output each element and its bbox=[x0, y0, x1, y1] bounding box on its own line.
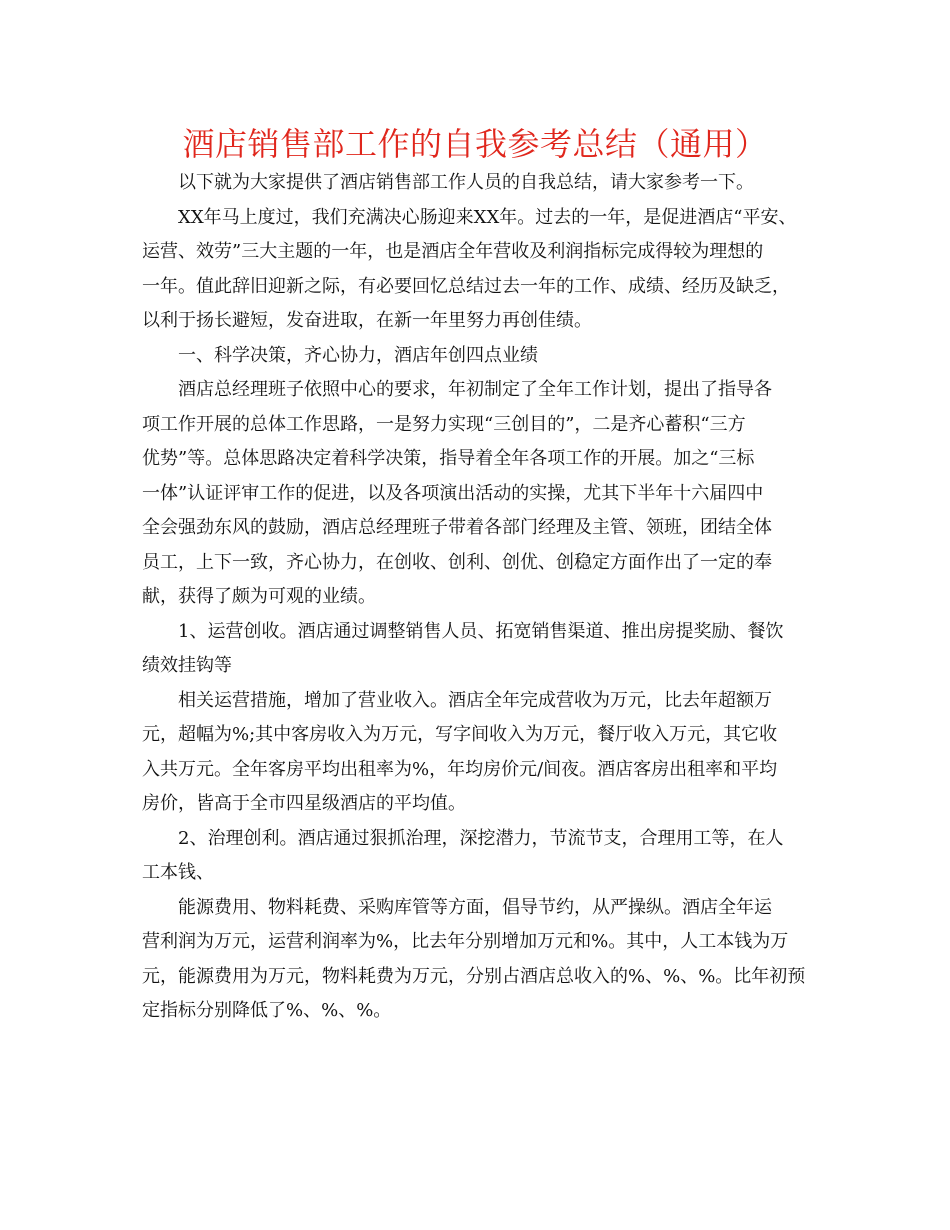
text-line: 以利于扬长避短，发奋进取，在新一年里努力再创佳绩。 bbox=[142, 310, 592, 331]
text-line: 能源费用、物料耗费、采购库管等方面，倡导节约，从严操纵。酒店全年运 bbox=[178, 896, 772, 918]
text-line: 1、运营创收。酒店通过调整销售人员、拓宽销售渠道、推出房提奖励、餐饮 bbox=[178, 620, 784, 642]
text-line: 元，超幅为%;其中客房收入为万元，写字间收入为万元，餐厅收入万元，其它收 bbox=[142, 724, 778, 745]
text-line: 定指标分别降低了%、%、%。 bbox=[142, 1000, 392, 1021]
text-line: 绩效挂钩等 bbox=[142, 655, 232, 676]
text-line: 房价，皆高于全市四星级酒店的平均值。 bbox=[142, 793, 466, 814]
text-line: 一体”认证评审工作的促进，以及各项演出活动的实操，尤其下半年十六届四中 bbox=[142, 482, 764, 504]
text-line: 全会强劲东风的鼓励，酒店总经理班子带着各部门经理及主管、领班，团结全体 bbox=[142, 517, 772, 538]
text-line: 一年。值此辞旧迎新之际，有必要回忆总结过去一年的工作、成绩、经历及缺乏， bbox=[142, 275, 790, 297]
text-line: 员工，上下一致，齐心协力，在创收、创利、创优、创稳定方面作出了一定的奉 bbox=[142, 551, 772, 573]
text-line: 以下就为大家提供了酒店销售部工作人员的自我总结，请大家参考一下。 bbox=[178, 172, 754, 193]
text-line: 运营、效劳”三大主题的一年，也是酒店全年营收及利润指标完成得较为理想的 bbox=[142, 241, 764, 262]
text-line: 优势”等。总体思路决定着科学决策，指导着全年各项工作的开展。加之“三标 bbox=[142, 448, 755, 469]
text-line: 献，获得了颇为可观的业绩。 bbox=[142, 586, 376, 607]
text-line: 项工作开展的总体工作思路，一是努力实现“三创目的”，二是齐心蓄积“三方 bbox=[142, 413, 746, 435]
text-line: 元，能源费用为万元，物料耗费为万元，分别占酒店总收入的%、%、%。比年初预 bbox=[142, 965, 806, 987]
text-line: 相关运营措施，增加了营业收入。酒店全年完成营收为万元，比去年超额万 bbox=[178, 689, 772, 711]
document-title: 酒店销售部工作的自我参考总结（通用） bbox=[182, 125, 768, 163]
text-line: 酒店总经理班子依照中心的要求，年初制定了全年工作计划，提出了指导各 bbox=[178, 379, 772, 400]
text-line: 2、治理创利。酒店通过狠抓治理，深挖潜力，节流节支，合理用工等，在人 bbox=[178, 827, 784, 849]
text-line: 营利润为万元，运营利润率为%，比去年分别增加万元和%。其中，人工本钱为万 bbox=[142, 931, 789, 952]
text-line: XX年马上度过，我们充满决心肠迎来XX年。过去的一年，是促进酒店“平安、 bbox=[178, 206, 797, 228]
text-line: 入共万元。全年客房平均出租率为%，年均房价元/间夜。酒店客房出租率和平均 bbox=[142, 758, 778, 780]
document-body bbox=[142, 166, 808, 1029]
text-line: 工本钱、 bbox=[142, 862, 214, 883]
section-heading: 一、科学决策，齐心协力，酒店年创四点业绩 bbox=[178, 344, 538, 366]
